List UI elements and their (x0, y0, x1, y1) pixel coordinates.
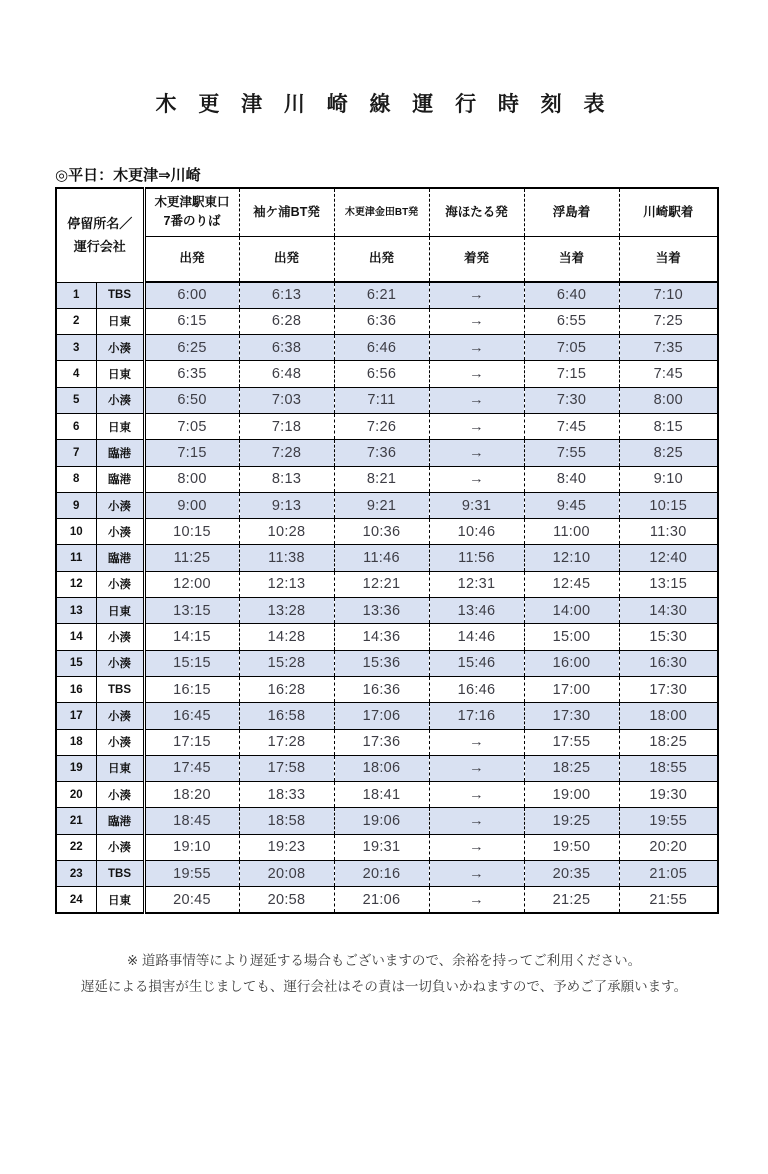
table-row (56, 598, 718, 624)
time-cell: 19:00 (524, 782, 619, 808)
time-cell: 17:36 (334, 729, 429, 755)
time-cell: 13:28 (239, 598, 334, 624)
table-row (56, 861, 718, 887)
column-header-station-4: 海ほたる発 (429, 188, 524, 236)
operator-name: 臨港 (96, 808, 144, 834)
time-cell: 6:28 (239, 308, 334, 334)
table-row (56, 703, 718, 729)
operator-name: TBS (96, 282, 144, 308)
column-header-type-3: 出発 (334, 236, 429, 282)
table-row (56, 755, 718, 781)
table-row (56, 624, 718, 650)
operator-name: 小湊 (96, 834, 144, 860)
time-cell: 17:15 (144, 729, 239, 755)
time-cell: 8:00 (144, 466, 239, 492)
time-cell: 17:30 (524, 703, 619, 729)
time-cell: 18:55 (619, 755, 718, 781)
time-cell: 18:45 (144, 808, 239, 834)
pass-through-arrow: → (429, 782, 524, 808)
time-cell: 9:21 (334, 492, 429, 518)
time-cell: 6:25 (144, 335, 239, 361)
column-header-station-3: 木更津金田BT発 (334, 188, 429, 236)
time-cell: 9:45 (524, 492, 619, 518)
time-cell: 10:46 (429, 519, 524, 545)
pass-through-arrow: → (429, 861, 524, 887)
time-cell: 18:00 (619, 703, 718, 729)
time-cell: 11:46 (334, 545, 429, 571)
time-cell: 20:45 (144, 887, 239, 913)
operator-name: 日東 (96, 887, 144, 913)
time-cell: 7:03 (239, 387, 334, 413)
column-header-type-6: 当着 (619, 236, 718, 282)
pass-through-arrow: → (429, 308, 524, 334)
time-cell: 20:08 (239, 861, 334, 887)
time-cell: 6:15 (144, 308, 239, 334)
table-row (56, 729, 718, 755)
column-header-type-2: 出発 (239, 236, 334, 282)
operator-name: 小湊 (96, 571, 144, 597)
time-cell: 12:40 (619, 545, 718, 571)
time-cell: 8:21 (334, 466, 429, 492)
table-row (56, 413, 718, 439)
time-cell: 19:25 (524, 808, 619, 834)
pass-through-arrow: → (429, 440, 524, 466)
row-number: 21 (56, 808, 96, 834)
time-cell: 18:33 (239, 782, 334, 808)
time-cell: 9:10 (619, 466, 718, 492)
row-number: 17 (56, 703, 96, 729)
time-cell: 20:58 (239, 887, 334, 913)
time-cell: 16:36 (334, 676, 429, 702)
time-cell: 6:36 (334, 308, 429, 334)
operator-name: 日東 (96, 755, 144, 781)
row-number: 4 (56, 361, 96, 387)
time-cell: 14:30 (619, 598, 718, 624)
time-cell: 13:36 (334, 598, 429, 624)
table-row (56, 492, 718, 518)
pass-through-arrow: → (429, 361, 524, 387)
table-row (56, 308, 718, 334)
time-cell: 10:15 (144, 519, 239, 545)
row-number: 15 (56, 650, 96, 676)
time-cell: 7:30 (524, 387, 619, 413)
time-cell: 19:50 (524, 834, 619, 860)
time-cell: 19:30 (619, 782, 718, 808)
time-cell: 6:56 (334, 361, 429, 387)
time-cell: 12:45 (524, 571, 619, 597)
time-cell: 21:06 (334, 887, 429, 913)
pass-through-arrow: → (429, 808, 524, 834)
column-header-type-4: 着発 (429, 236, 524, 282)
pass-through-arrow: → (429, 755, 524, 781)
column-header-type-5: 当着 (524, 236, 619, 282)
row-number: 22 (56, 834, 96, 860)
time-cell: 9:31 (429, 492, 524, 518)
row-number: 20 (56, 782, 96, 808)
stub-header-line2: 運行会社 (73, 239, 126, 255)
table-row (56, 440, 718, 466)
table-row (56, 571, 718, 597)
stub-header (56, 188, 144, 282)
table-row (56, 519, 718, 545)
time-cell: 7:45 (524, 413, 619, 439)
time-cell: 16:15 (144, 676, 239, 702)
time-cell: 12:00 (144, 571, 239, 597)
table-row (56, 545, 718, 571)
time-cell: 19:23 (239, 834, 334, 860)
time-cell: 15:36 (334, 650, 429, 676)
row-number: 9 (56, 492, 96, 518)
time-cell: 17:16 (429, 703, 524, 729)
row-number: 18 (56, 729, 96, 755)
time-cell: 15:28 (239, 650, 334, 676)
time-cell: 6:55 (524, 308, 619, 334)
row-number: 10 (56, 519, 96, 545)
time-cell: 11:56 (429, 545, 524, 571)
time-cell: 16:45 (144, 703, 239, 729)
time-cell: 20:16 (334, 861, 429, 887)
row-number: 2 (56, 308, 96, 334)
time-cell: 15:00 (524, 624, 619, 650)
time-cell: 14:00 (524, 598, 619, 624)
time-cell: 6:40 (524, 282, 619, 308)
time-cell: 7:05 (524, 335, 619, 361)
time-cell: 16:58 (239, 703, 334, 729)
time-cell: 11:00 (524, 519, 619, 545)
row-number: 3 (56, 335, 96, 361)
time-cell: 7:15 (524, 361, 619, 387)
time-cell: 11:30 (619, 519, 718, 545)
time-cell: 14:46 (429, 624, 524, 650)
table-row (56, 887, 718, 913)
pass-through-arrow: → (429, 335, 524, 361)
table-row (56, 361, 718, 387)
time-cell: 8:15 (619, 413, 718, 439)
time-cell: 14:15 (144, 624, 239, 650)
table-row (56, 834, 718, 860)
table-row (56, 282, 718, 308)
row-number: 23 (56, 861, 96, 887)
time-cell: 7:26 (334, 413, 429, 439)
time-cell: 16:46 (429, 676, 524, 702)
time-cell: 7:10 (619, 282, 718, 308)
time-cell: 21:25 (524, 887, 619, 913)
time-cell: 7:36 (334, 440, 429, 466)
time-cell: 6:13 (239, 282, 334, 308)
column-header-station-5: 浮島着 (524, 188, 619, 236)
operator-name: 小湊 (96, 492, 144, 518)
time-cell: 8:40 (524, 466, 619, 492)
pass-through-arrow: → (429, 282, 524, 308)
pass-through-arrow: → (429, 413, 524, 439)
column-header-station-2: 袖ケ浦BT発 (239, 188, 334, 236)
row-number: 7 (56, 440, 96, 466)
time-cell: 10:36 (334, 519, 429, 545)
time-cell: 7:25 (619, 308, 718, 334)
time-cell: 17:00 (524, 676, 619, 702)
time-cell: 16:28 (239, 676, 334, 702)
table-row (56, 808, 718, 834)
table-row (56, 466, 718, 492)
pass-through-arrow: → (429, 729, 524, 755)
time-cell: 19:31 (334, 834, 429, 860)
time-cell: 13:15 (144, 598, 239, 624)
time-cell: 18:58 (239, 808, 334, 834)
operator-name: 日東 (96, 361, 144, 387)
operator-name: 小湊 (96, 782, 144, 808)
time-cell: 12:13 (239, 571, 334, 597)
stub-header-line1: 停留所名／ (67, 215, 133, 231)
column-header-station-6: 川崎駅着 (619, 188, 718, 236)
operator-name: 日東 (96, 413, 144, 439)
time-cell: 20:35 (524, 861, 619, 887)
time-cell: 9:00 (144, 492, 239, 518)
operator-name: 臨港 (96, 545, 144, 571)
time-cell: 6:46 (334, 335, 429, 361)
time-cell: 11:38 (239, 545, 334, 571)
time-cell: 20:20 (619, 834, 718, 860)
time-cell: 6:48 (239, 361, 334, 387)
row-number: 5 (56, 387, 96, 413)
time-cell: 17:06 (334, 703, 429, 729)
operator-name: 小湊 (96, 703, 144, 729)
time-cell: 6:35 (144, 361, 239, 387)
time-cell: 7:45 (619, 361, 718, 387)
time-cell: 14:36 (334, 624, 429, 650)
direction-label: ◎平日：木更津⇒川崎 (55, 167, 201, 184)
time-cell: 9:13 (239, 492, 334, 518)
operator-name: 臨港 (96, 440, 144, 466)
time-cell: 7:55 (524, 440, 619, 466)
time-cell: 12:31 (429, 571, 524, 597)
time-cell: 15:30 (619, 624, 718, 650)
footer-note-line1: ※ 道路事情等により遅延する場合もございますので、余裕を持ってご利用ください。 (126, 953, 642, 969)
time-cell: 7:35 (619, 335, 718, 361)
time-cell: 16:00 (524, 650, 619, 676)
time-cell: 18:41 (334, 782, 429, 808)
time-cell: 6:00 (144, 282, 239, 308)
operator-name: TBS (96, 861, 144, 887)
row-number: 19 (56, 755, 96, 781)
pass-through-arrow: → (429, 834, 524, 860)
header-row-types (56, 236, 718, 282)
time-cell: 14:28 (239, 624, 334, 650)
pass-through-arrow: → (429, 387, 524, 413)
operator-name: 小湊 (96, 729, 144, 755)
table-row (56, 335, 718, 361)
time-cell: 13:46 (429, 598, 524, 624)
operator-name: 日東 (96, 308, 144, 334)
time-cell: 18:25 (524, 755, 619, 781)
time-cell: 7:11 (334, 387, 429, 413)
column-header-station-1: 木更津駅東口 7番のりば (144, 188, 239, 236)
time-cell: 15:46 (429, 650, 524, 676)
row-number: 6 (56, 413, 96, 439)
table-row (56, 676, 718, 702)
header-row-stations (56, 188, 718, 236)
time-cell: 7:05 (144, 413, 239, 439)
time-cell: 19:55 (619, 808, 718, 834)
time-cell: 18:06 (334, 755, 429, 781)
time-cell: 6:21 (334, 282, 429, 308)
time-cell: 10:15 (619, 492, 718, 518)
time-cell: 21:05 (619, 861, 718, 887)
time-cell: 6:38 (239, 335, 334, 361)
time-cell: 12:10 (524, 545, 619, 571)
time-cell: 12:21 (334, 571, 429, 597)
operator-name: 小湊 (96, 650, 144, 676)
time-cell: 19:06 (334, 808, 429, 834)
time-cell: 6:50 (144, 387, 239, 413)
footer-note-line2: 遅延による損害が生じましても、運行会社はその責は一切負いかねますので、予めご了承願います。 (80, 979, 688, 995)
time-cell: 8:00 (619, 387, 718, 413)
time-cell: 19:55 (144, 861, 239, 887)
time-cell: 17:45 (144, 755, 239, 781)
row-number: 24 (56, 887, 96, 913)
table-row (56, 650, 718, 676)
time-cell: 18:20 (144, 782, 239, 808)
time-cell: 17:30 (619, 676, 718, 702)
row-number: 12 (56, 571, 96, 597)
time-cell: 7:15 (144, 440, 239, 466)
row-number: 14 (56, 624, 96, 650)
time-cell: 15:15 (144, 650, 239, 676)
row-number: 11 (56, 545, 96, 571)
time-cell: 21:55 (619, 887, 718, 913)
time-cell: 13:15 (619, 571, 718, 597)
footer-notes (0, 948, 768, 1001)
operator-name: 小湊 (96, 519, 144, 545)
row-number: 1 (56, 282, 96, 308)
time-cell: 17:58 (239, 755, 334, 781)
time-cell: 19:10 (144, 834, 239, 860)
time-cell: 17:55 (524, 729, 619, 755)
operator-name: 小湊 (96, 624, 144, 650)
row-number: 13 (56, 598, 96, 624)
operator-name: 小湊 (96, 387, 144, 413)
operator-name: TBS (96, 676, 144, 702)
time-cell: 11:25 (144, 545, 239, 571)
operator-name: 小湊 (96, 335, 144, 361)
column-header-type-1: 出発 (144, 236, 239, 282)
table-row (56, 782, 718, 808)
table-row (56, 387, 718, 413)
page-title: 木 更 津 川 崎 線 運 行 時 刻 表 (155, 93, 613, 116)
time-cell: 18:25 (619, 729, 718, 755)
time-cell: 7:28 (239, 440, 334, 466)
time-cell: 10:28 (239, 519, 334, 545)
time-cell: 17:28 (239, 729, 334, 755)
time-cell: 7:18 (239, 413, 334, 439)
time-cell: 8:13 (239, 466, 334, 492)
row-number: 8 (56, 466, 96, 492)
time-cell: 16:30 (619, 650, 718, 676)
pass-through-arrow: → (429, 466, 524, 492)
row-number: 16 (56, 676, 96, 702)
operator-name: 日東 (96, 598, 144, 624)
pass-through-arrow: → (429, 887, 524, 913)
timetable (55, 187, 719, 914)
operator-name: 臨港 (96, 466, 144, 492)
time-cell: 8:25 (619, 440, 718, 466)
